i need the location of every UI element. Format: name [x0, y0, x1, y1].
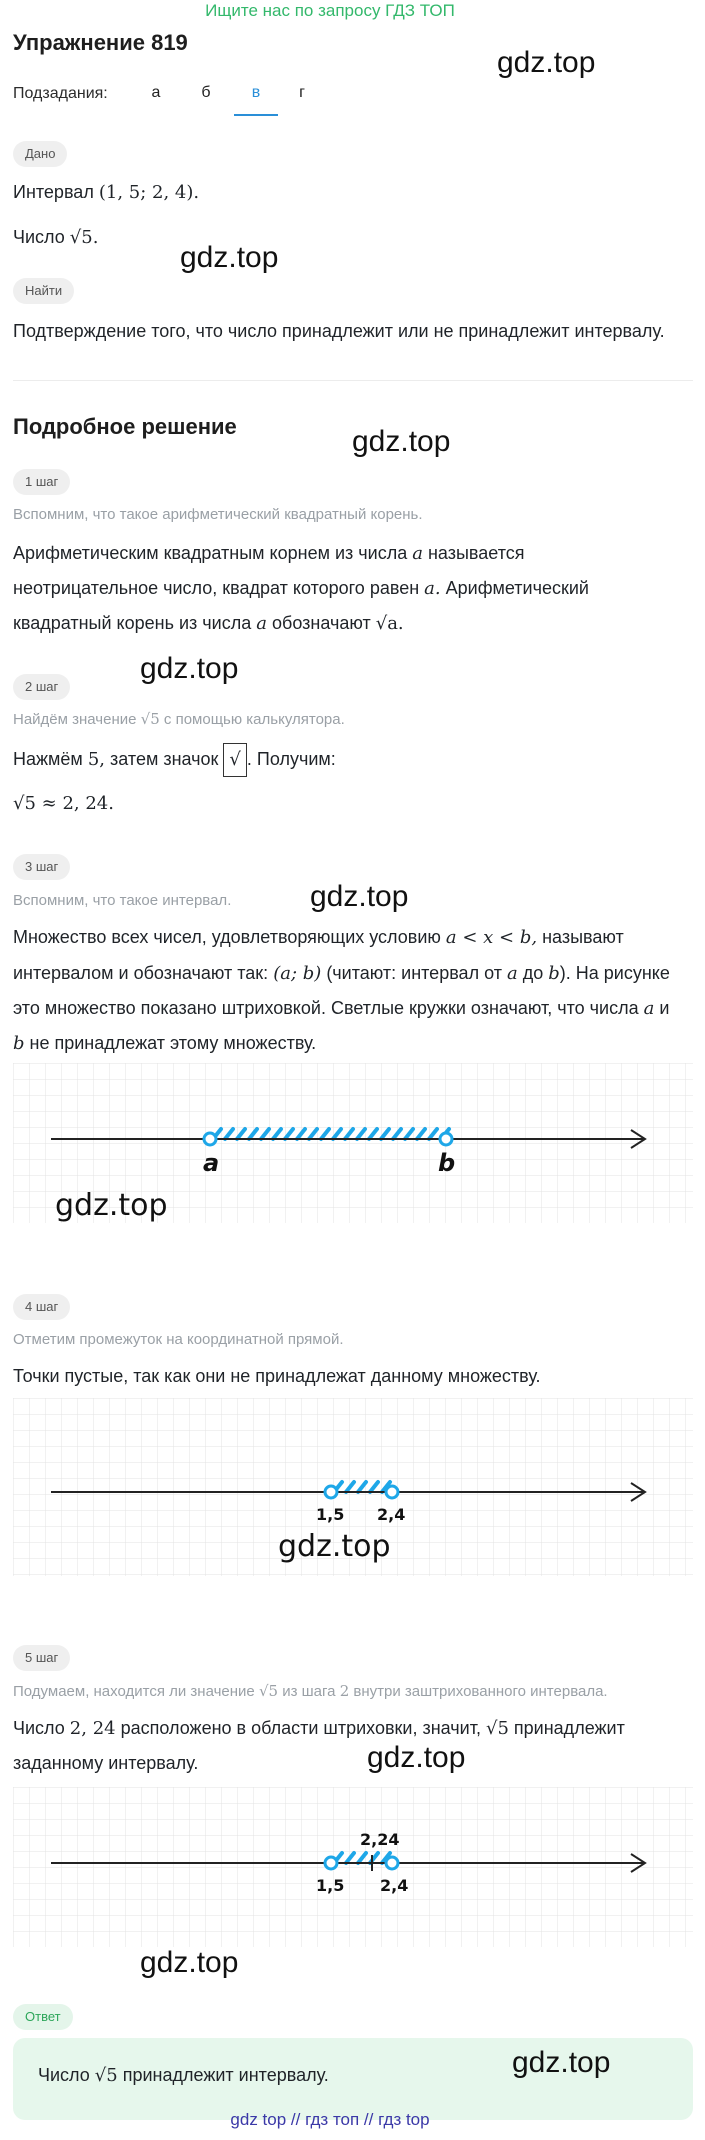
given-number: Число √5.: [13, 227, 99, 248]
watermark: gdz.top: [140, 652, 239, 685]
step2-label: 2 шаг: [13, 674, 70, 700]
footer-links[interactable]: gdz top // гдз топ // гдз top: [230, 2110, 430, 2129]
step4-label: 4 шаг: [13, 1294, 70, 1320]
subtask-tab-b[interactable]: б: [201, 84, 211, 101]
step3-line1: Множество всех чисел, удовлетворяющих условию a < x < b, называют: [13, 927, 624, 948]
given-label: Дано: [13, 141, 67, 167]
grid-background: [13, 1787, 693, 1947]
step3-hint: Вспомним, что такое интервал.: [13, 892, 232, 909]
watermark: gdz.top: [55, 1188, 168, 1223]
sqrt-button-icon: √: [223, 743, 246, 777]
answer-label: Ответ: [13, 2004, 73, 2030]
open-point-2-4: [386, 1857, 398, 1869]
step3-line3: это множество показано штриховкой. Светлые кружки означают, что числа a и: [13, 998, 670, 1019]
solution-title: Подробное решение: [13, 414, 237, 439]
step1-line1: Арифметическим квадратным корнем из числа a называется: [13, 543, 525, 564]
watermark: gdz.top: [497, 46, 596, 79]
label-1-5: 1,5: [316, 1505, 345, 1524]
find-text: Подтверждение того, что число принадлежит или не принадлежит интервалу.: [13, 321, 665, 341]
step5-line2: заданному интервалу.: [13, 1753, 199, 1773]
step5-line1: Число 2, 24 расположено в области штриховки, значит, √5 принадлежит: [13, 1718, 625, 1739]
watermark: gdz.top: [140, 1946, 239, 1979]
subtask-tab-v[interactable]: в: [234, 84, 278, 116]
step2-result: √5 ≈ 2, 24.: [13, 793, 114, 814]
interval-figure-1-5-2-4: [13, 1398, 693, 1576]
find-label: Найти: [13, 278, 74, 304]
watermark: gdz.top: [180, 241, 279, 274]
step1-hint: Вспомним, что такое арифметический квадратный корень.: [13, 506, 423, 523]
step2-hint: Найдём значение √5 с помощью калькулятора.: [13, 710, 345, 728]
open-point-a: [204, 1133, 216, 1145]
interval-figure-point-2-24: [13, 1787, 693, 1947]
step2-line1: Нажмём 5, затем значок √ . Получим:: [13, 741, 693, 778]
step3-label: 3 шаг: [13, 854, 70, 880]
step1-line2: неотрицательное число, квадрат которого равен a. Арифметический: [13, 578, 589, 599]
label-2-4: 2,4: [377, 1505, 406, 1524]
step3-line2: интервалом и обозначают так: (a; b) (читают: интервал от a до b). На рисунке: [13, 963, 670, 984]
step5-hint: Подумаем, находится ли значение √5 из шага 2 внутри заштрихованного интервала.: [13, 1682, 608, 1700]
answer-text: Число √5 принадлежит интервалу.: [38, 2065, 329, 2086]
watermark: gdz.top: [352, 425, 451, 458]
open-point-1-5: [325, 1857, 337, 1869]
section-divider: [13, 380, 693, 381]
step4-hint: Отметим промежуток на координатной прямой.: [13, 1331, 344, 1348]
label-1-5: 1,5: [316, 1876, 345, 1895]
step4-text: Точки пустые, так как они не принадлежат данному множеству.: [13, 1366, 541, 1386]
page-title: Упражнение 819: [13, 30, 188, 55]
step5-label: 5 шаг: [13, 1645, 70, 1671]
subtasks-label: Подзадания:: [13, 85, 108, 102]
open-point-2-4: [386, 1486, 398, 1498]
label-b: b: [438, 1149, 456, 1177]
step1-line3: квадратный корень из числа a обозначают √a.: [13, 613, 404, 634]
label-2-24: 2,24: [360, 1830, 400, 1849]
watermark: gdz.top: [278, 1529, 391, 1564]
watermark: gdz.top: [512, 2046, 611, 2079]
open-point-b: [440, 1133, 452, 1145]
given-interval: Интервал (1, 5; 2, 4).: [13, 182, 200, 203]
label-2-4: 2,4: [380, 1876, 409, 1895]
watermark: gdz.top: [310, 880, 409, 913]
open-point-1-5: [325, 1486, 337, 1498]
subtask-tab-g[interactable]: г: [299, 84, 305, 101]
watermark: gdz.top: [367, 1741, 466, 1774]
step3-line4: b не принадлежат этому множеству.: [13, 1033, 317, 1054]
interval-figure-ab: [13, 1063, 693, 1223]
top-search-link[interactable]: Ищите нас по запросу ГДЗ ТОП: [205, 1, 455, 20]
label-a: a: [203, 1149, 220, 1177]
step1-label: 1 шаг: [13, 469, 70, 495]
subtask-tab-a[interactable]: а: [151, 84, 161, 101]
